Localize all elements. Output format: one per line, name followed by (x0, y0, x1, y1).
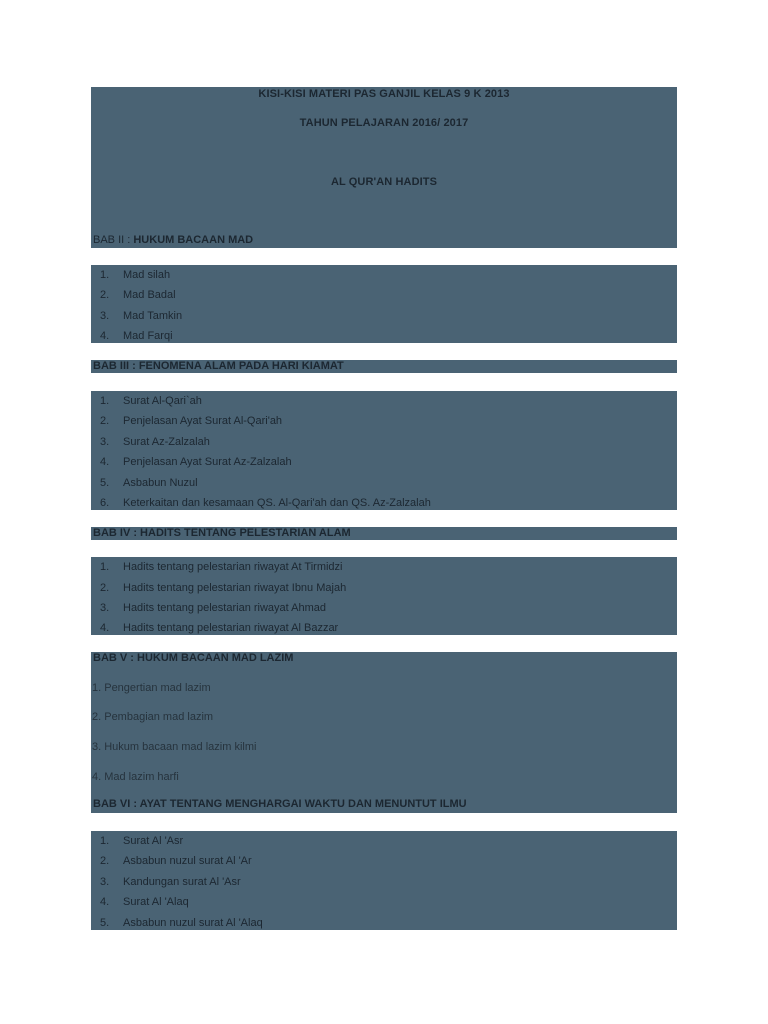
chapter-heading-bab4 (91, 527, 677, 540)
list-bab4: 1. Hadits tentang pelestarian riwayat At Tirmidzi 2. Hadits tentang pelestarian riwayat Ibnu Majah 3. Hadits tentang pelestarian riwayat Ahmad 4. Hadits tentang pelestarian riwayat Al Bazzar (91, 557, 677, 635)
subject-title: AL QUR'AN HADITS (330, 176, 438, 188)
section-bab5 (91, 652, 677, 813)
chapter-heading-bab5: BAB V : HUKUM BACAAN MAD LAZIM (93, 652, 294, 664)
chapter-heading-bab2 (93, 234, 253, 246)
list-bab3: 1. Surat Al-Qari`ah 2. Penjelasan Ayat Surat Al-Qari'ah 3. Surat Az-Zalzalah 4. Penjelasan Ayat Surat Az-Zalzalah 5. Asbabun Nuzul 6. Keterkaitan dan kesamaan QS. Al-Qari'ah dan QS. Az-Zalzalah (91, 391, 677, 510)
document-header (91, 87, 677, 248)
academic-year: TAHUN PELAJARAN 2016/ 2017 (299, 117, 469, 129)
chapter-heading-bab3 (91, 360, 677, 373)
list-item: 4. Mad lazim harfi (92, 771, 179, 783)
list-item: 2. Pembagian mad lazim (92, 711, 214, 723)
chapter-heading-bab6: BAB VI : AYAT TENTANG MENGHARGAI WAKTU DAN MENUNTUT ILMU (93, 798, 467, 810)
chapter-prefix: BAB II : (93, 234, 134, 246)
list-item: 1. Pengertian mad lazim (92, 682, 211, 694)
list-bab6: 1. Surat Al 'Asr 2. Asbabun nuzul surat Al 'Ar 3. Kandungan surat Al 'Asr 4. Surat Al 'Alaq 5. Asbabun nuzul surat Al 'Alaq (91, 831, 677, 930)
chapter-title: BAB IV : HADITS TENTANG PELESTARIAN ALAM (93, 527, 351, 539)
list-item: 3. Hukum bacaan mad lazim kilmi (92, 741, 257, 753)
chapter-title: HUKUM BACAAN MAD (133, 234, 254, 246)
list-bab2: 1. Mad silah 2. Mad Badal 3. Mad Tamkin 4. Mad Farqi (91, 265, 677, 343)
document-title: KISI-KISI MATERI PAS GANJIL KELAS 9 K 2013 (258, 88, 510, 100)
chapter-title: BAB III : FENOMENA ALAM PADA HARI KIAMAT (93, 360, 344, 372)
